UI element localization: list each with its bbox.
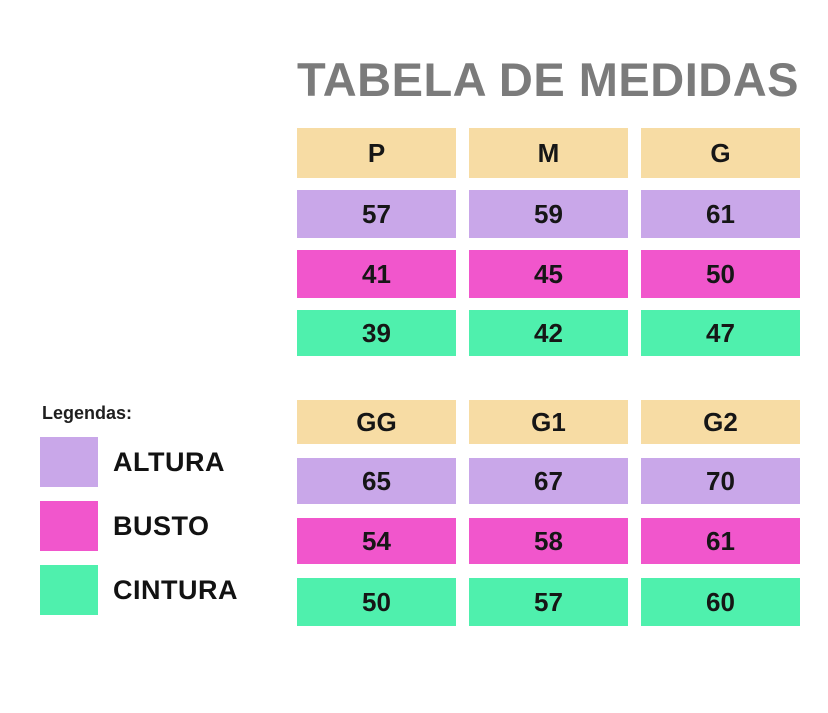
cintura-cell-m: 42 (469, 310, 628, 356)
altura-cell-g1: 67 (469, 458, 628, 504)
cintura-cell-gg: 50 (297, 578, 456, 626)
legend-item-busto (40, 501, 270, 551)
cintura-cell-p: 39 (297, 310, 456, 356)
busto-cell-g2: 61 (641, 518, 800, 564)
busto-cell-g: 50 (641, 250, 800, 298)
busto-cell-g1: 58 (469, 518, 628, 564)
legend-label-busto: BUSTO (113, 510, 210, 541)
header-cell-m: M (469, 128, 628, 178)
header-cell-g: G (641, 128, 800, 178)
legend-label-altura: ALTURA (113, 446, 225, 477)
size-table-gg-g1-g2 (297, 400, 800, 626)
legend (40, 403, 270, 629)
altura-cell-gg: 65 (297, 458, 456, 504)
cintura-cell-g2: 60 (641, 578, 800, 626)
busto-cell-m: 45 (469, 250, 628, 298)
cintura-color-swatch (40, 565, 98, 615)
altura-color-swatch (40, 437, 98, 487)
header-cell-gg: GG (297, 400, 456, 444)
busto-cell-p: 41 (297, 250, 456, 298)
size-table-pmg (297, 128, 800, 356)
legend-item-cintura (40, 565, 270, 615)
header-cell-g1: G1 (469, 400, 628, 444)
header-cell-p: P (297, 128, 456, 178)
header-cell-g2: G2 (641, 400, 800, 444)
busto-cell-gg: 54 (297, 518, 456, 564)
cintura-cell-g1: 57 (469, 578, 628, 626)
altura-cell-p: 57 (297, 190, 456, 238)
altura-cell-g2: 70 (641, 458, 800, 504)
legend-label-cintura: CINTURA (113, 574, 238, 605)
legend-item-altura (40, 437, 270, 487)
altura-cell-m: 59 (469, 190, 628, 238)
busto-color-swatch (40, 501, 98, 551)
page-title: TABELA DE MEDIDAS (297, 53, 799, 106)
cintura-cell-g: 47 (641, 310, 800, 356)
altura-cell-g: 61 (641, 190, 800, 238)
legend-heading: Legendas: (42, 403, 133, 423)
